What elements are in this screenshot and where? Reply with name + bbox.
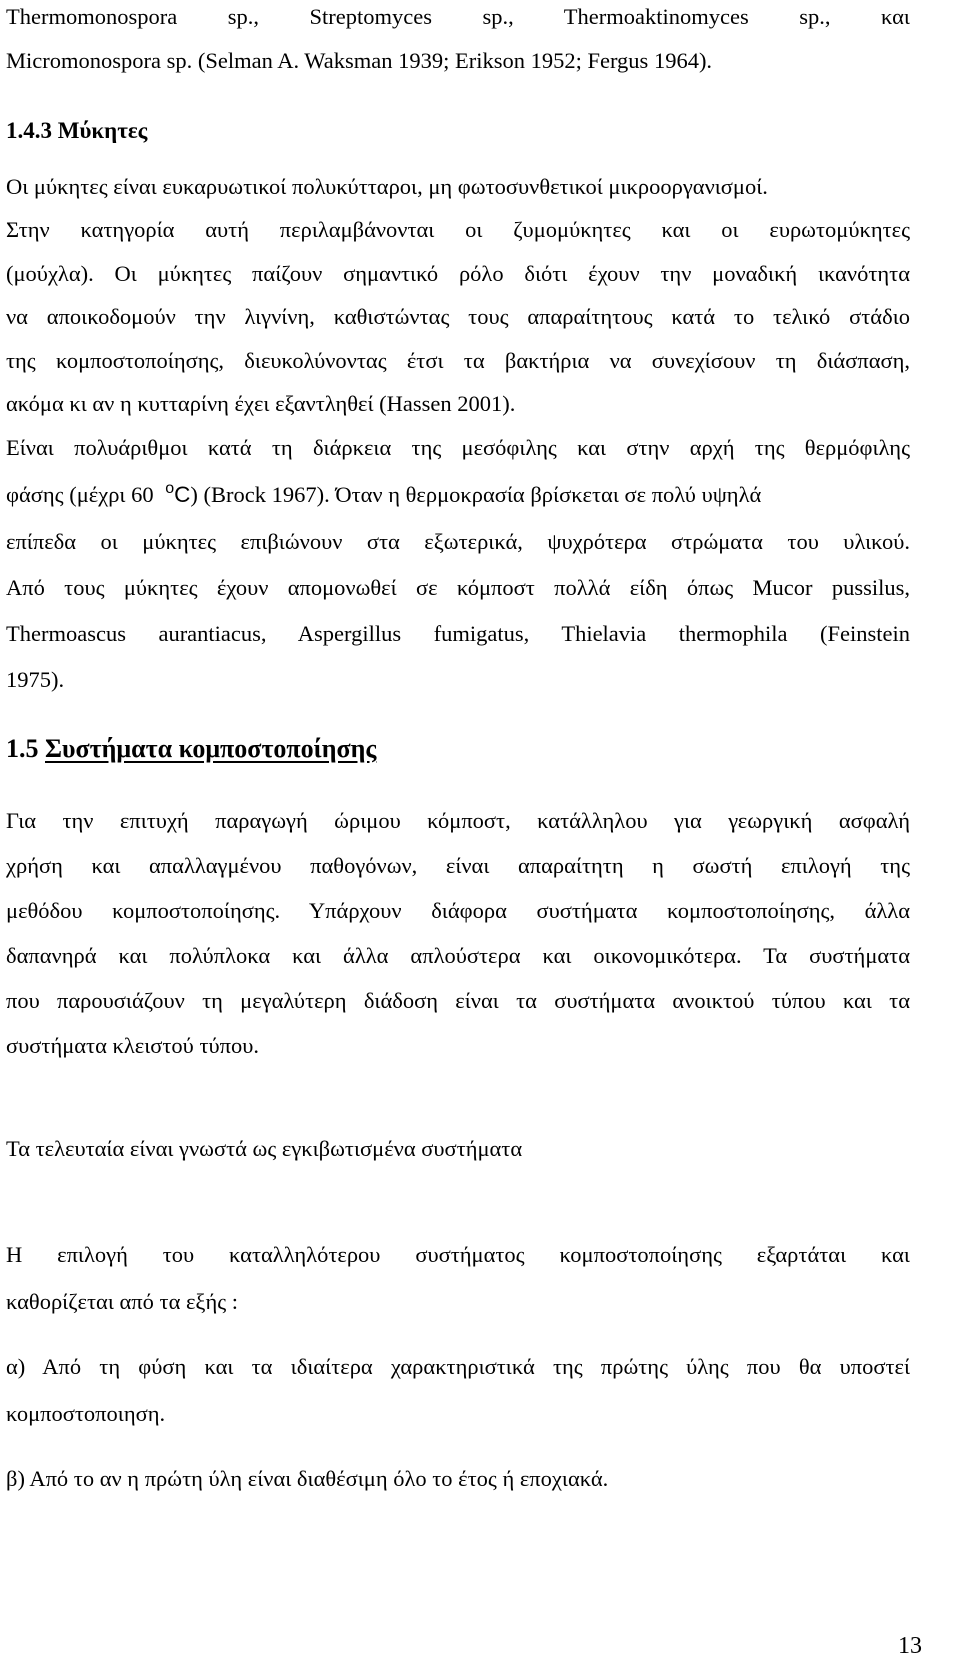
text-line: που παρουσιάζουν τη μεγαλύτερη διάδοση είναι τα συστήματα ανοικτού τύπου και τα	[6, 988, 910, 1013]
section-title: Μύκητες	[57, 118, 148, 143]
text-line: Για την επιτυχή παραγωγή ώριμου κόμποστ, κατάλληλου για γεωργική ασφαλή	[6, 808, 910, 833]
text-line: συστήματα κλειστού τύπου.	[6, 1033, 260, 1058]
section-heading-1-5	[6, 734, 910, 764]
text-fragment: φάσης (μέχρι 60	[6, 482, 154, 507]
text-line: Τα τελευταία είναι γνωστά ως εγκιβωτισμένα συστήματα	[6, 1136, 523, 1161]
text-line: Στην κατηγορία αυτή περιλαμβάνονται οι ζυμομύκητες και οι ευρωτομύκητες	[6, 217, 910, 242]
celsius-unit: C	[174, 482, 191, 507]
section-title: Συστήματα κομποστοποίησης	[45, 734, 377, 763]
list-item-a-continued: κομποστοποιηση.	[6, 1401, 166, 1426]
text-line: Η επιλογή του καταλληλότερου συστήματος κομποστοποίησης εξαρτάται και	[6, 1242, 910, 1267]
text-line: ακόμα κι αν η κυτταρίνη έχει εξαντληθεί (Hassen 2001).	[6, 391, 516, 416]
degree-sign: o	[165, 480, 175, 497]
text-line: Είναι πολυάριθμοι κατά τη διάρκεια της μεσόφιλης και στην αρχή της θερμόφιλης	[6, 435, 910, 460]
text-fragment: ) (Brock 1967). Όταν η θερμοκρασία βρίσκεται σε πολύ υψηλά	[190, 482, 762, 507]
text-line: (μούχλα). Οι μύκητες παίζουν σημαντικό ρόλο διότι έχουν την μοναδική ικανότητα	[6, 261, 910, 286]
text-line: καθορίζεται από τα εξής :	[6, 1289, 239, 1314]
text-line: μεθόδου κομποστοποίησης. Υπάρχουν διάφορα συστήματα κομποστοποίησης, άλλα	[6, 898, 910, 923]
page-number: 13	[898, 1633, 922, 1659]
section-number: 1.5	[6, 734, 39, 763]
text-line: Thermoascus aurantiacus, Aspergillus fumigatus, Thielavia thermophila (Feinstein	[6, 621, 910, 646]
text-line: επίπεδα οι μύκητες επιβιώνουν στα εξωτερικά, ψυχρότερα στρώματα του υλικού.	[6, 529, 910, 554]
section-heading-1-4-3	[6, 116, 910, 146]
text-line: Micromonospora sp. (Selman A. Waksman 1939; Erikson 1952; Fergus 1964).	[6, 48, 713, 73]
text-line: να αποικοδομούν την λιγνίνη, καθιστώντας τους απαραίτητους κατά το τελικό στάδιο	[6, 304, 910, 329]
text-line: Από τους μύκητες έχουν απομονωθεί σε κόμποστ πολλά είδη όπως Mucor pussilus,	[6, 575, 910, 600]
text-line: της κομποστοποίησης, διευκολύνοντας έτσι τα βακτήρια να συνεχίσουν τη διάσπαση,	[6, 348, 910, 373]
text-line: Thermomonospora sp., Streptomyces sp., Thermoaktinomyces sp., και	[6, 4, 910, 29]
list-item-a: α) Από τη φύση και τα ιδιαίτερα χαρακτηριστικά της πρώτης ύλης που θα υποστεί	[6, 1354, 910, 1379]
text-line: δαπανηρά και πολύπλοκα και άλλα απλούστερα και οικονομικότερα. Τα συστήματα	[6, 943, 910, 968]
section-number: 1.4.3	[6, 118, 52, 143]
temperature-line	[6, 480, 910, 513]
text-line: χρήση και απαλλαγμένου παθογόνων, είναι απαραίτητη η σωστή επιλογή της	[6, 853, 910, 878]
text-line: 1975).	[6, 667, 65, 692]
list-item-b: β) Από το αν η πρώτη ύλη είναι διαθέσιμη όλο το έτος ή εποχιακά.	[6, 1466, 609, 1491]
text-line: Οι μύκητες είναι ευκαρυωτικοί πολυκύτταροι, μη φωτοσυνθετικοί μικροοργανισμοί.	[6, 174, 768, 199]
